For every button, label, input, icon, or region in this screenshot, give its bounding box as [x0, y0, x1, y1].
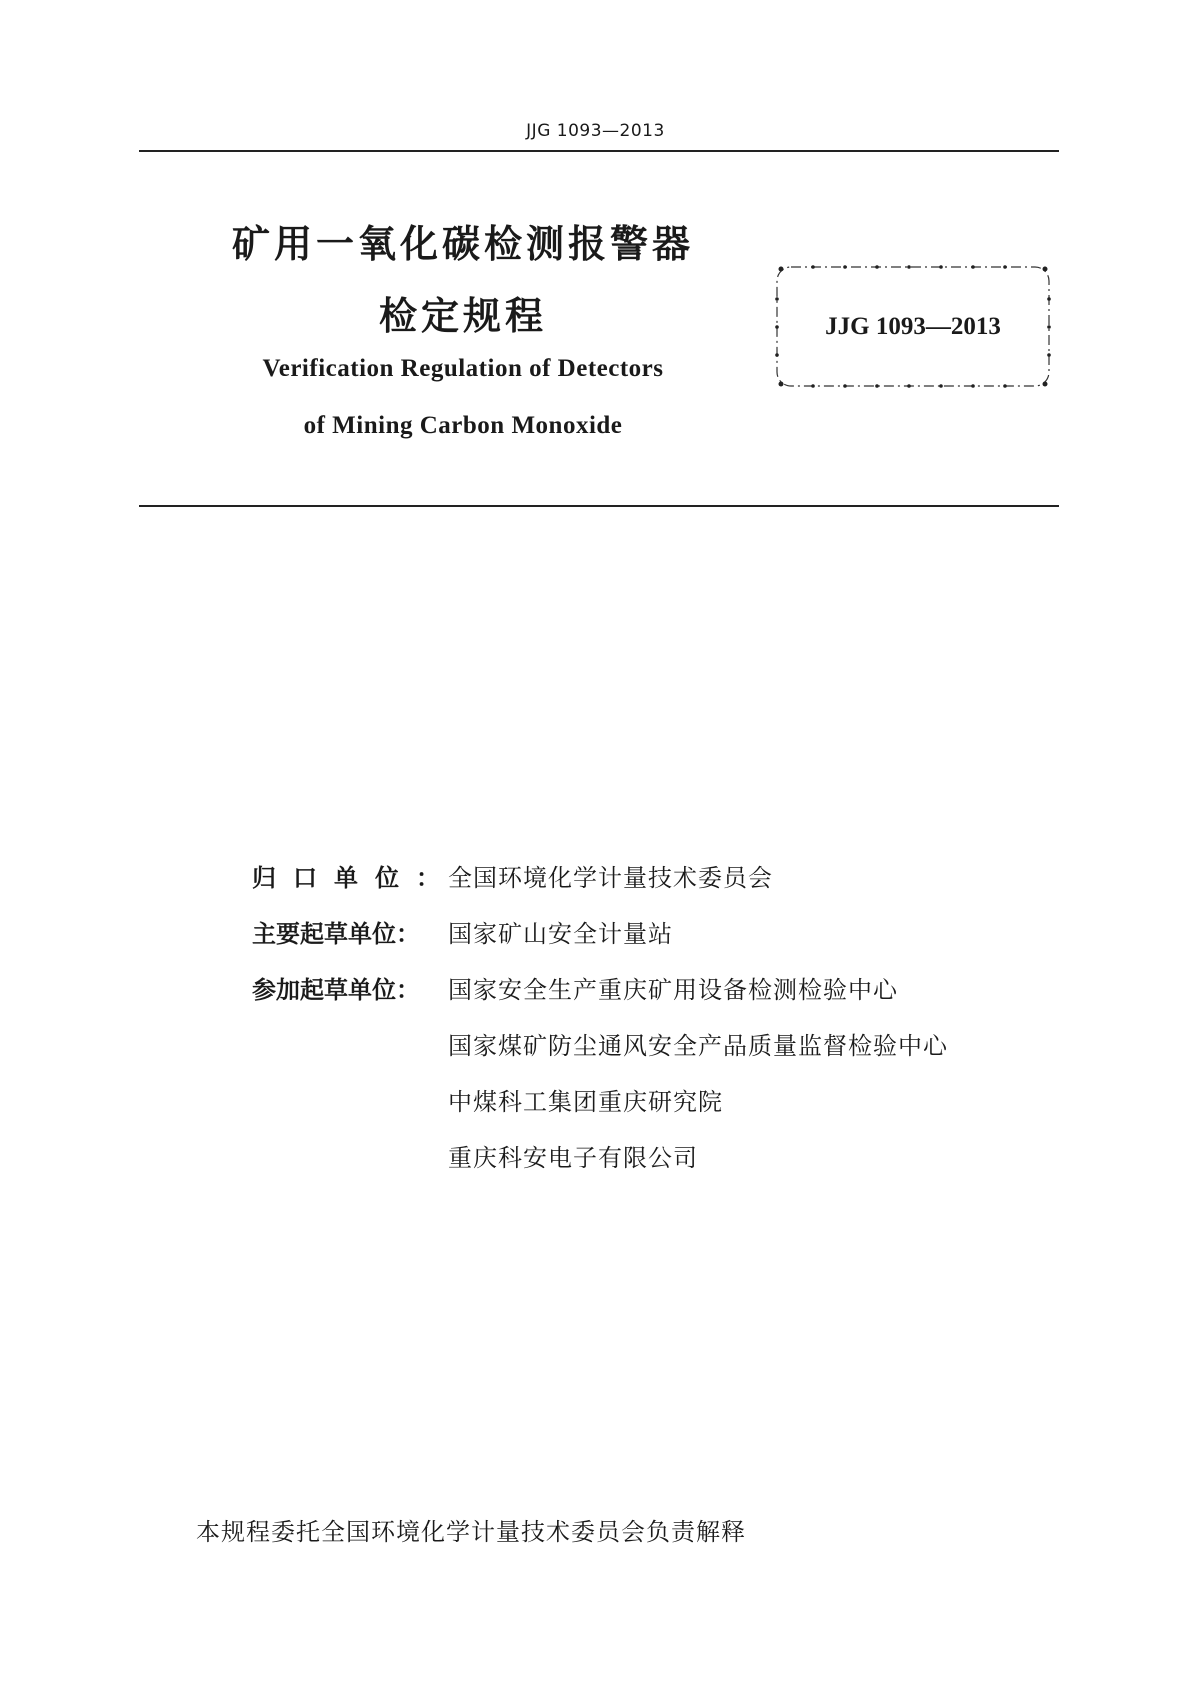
interpretation-note: 本规程委托全国环境化学计量技术委员会负责解释 — [196, 1518, 746, 1546]
standard-code-box-text: JJG 1093—2013 — [825, 312, 1001, 340]
title-english-line1: Verification Regulation of Detectors — [262, 355, 664, 382]
title-chinese-line1: 矿用一氧化碳检测报警器 — [231, 222, 694, 266]
responsible-unit-row — [252, 855, 773, 895]
title-chinese-line2: 检定规程 — [378, 294, 547, 338]
participating-drafter-value: 国家安全生产重庆矿用设备检测检验中心 — [448, 975, 898, 1004]
participating-drafter-item: 中煤科工集团重庆研究院 — [448, 1087, 723, 1116]
middle-divider — [139, 505, 1059, 507]
participating-drafter-row — [252, 967, 898, 1007]
title-english-line2: of Mining Carbon Monoxide — [303, 412, 623, 439]
main-drafter-value: 国家矿山安全计量站 — [448, 919, 673, 948]
responsible-unit-label: 归口单位： — [252, 863, 457, 892]
top-divider — [139, 150, 1059, 152]
header-standard-code: JJG 1093—2013 — [526, 121, 665, 141]
participating-drafter-item: 国家煤矿防尘通风安全产品质量监督检验中心 — [448, 1031, 948, 1060]
main-drafter-row — [252, 911, 673, 951]
participating-drafter-item: 重庆科安电子有限公司 — [448, 1143, 698, 1172]
main-drafter-label: 主要起草单位： — [252, 919, 420, 948]
standard-code-box — [773, 263, 1053, 390]
responsible-unit-value: 全国环境化学计量技术委员会 — [448, 863, 773, 892]
participating-drafter-label: 参加起草单位： — [252, 975, 420, 1004]
